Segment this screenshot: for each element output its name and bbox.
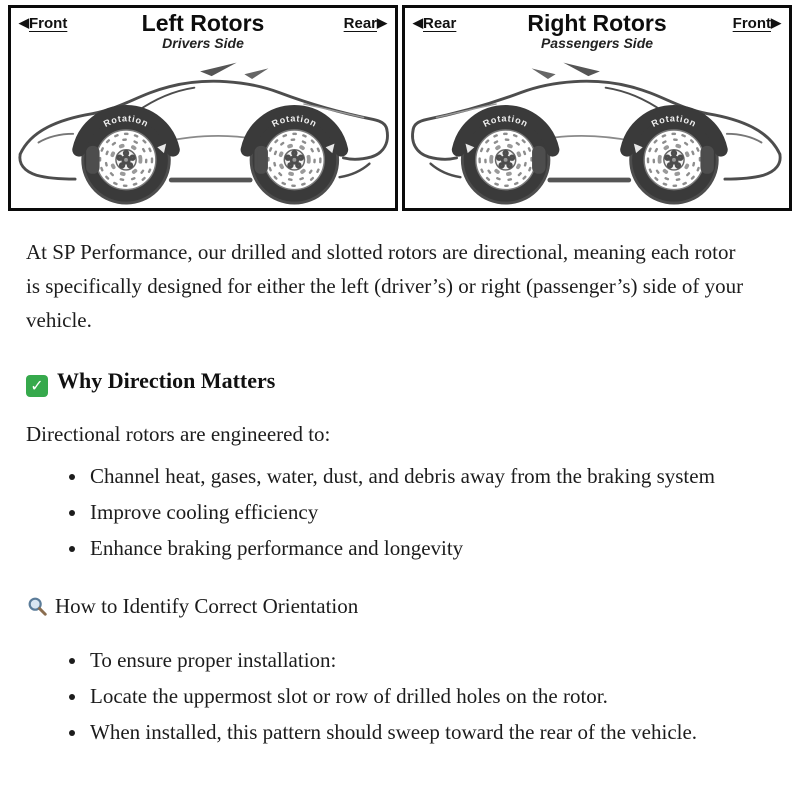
right-car-illustration — [405, 54, 789, 206]
installation-list — [26, 643, 750, 749]
list-item: • Locate the uppermost slot or row of drilled holes on the rotor. — [88, 679, 750, 713]
magnifier-icon — [26, 593, 48, 627]
panel-title: Right Rotors — [527, 10, 667, 36]
left-panel-header — [11, 8, 395, 54]
arrow-right-icon: ▶ — [377, 15, 387, 30]
rear-direction-label: ◀Rear — [413, 15, 457, 32]
heading-text: Why Direction Matters — [57, 368, 276, 394]
front-rotation-label: Rotation — [649, 113, 699, 130]
heading-text: How to Identify Correct Orientation — [55, 593, 359, 618]
arrow-left-icon: ◀ — [413, 15, 423, 30]
left-rotors-panel — [8, 5, 398, 211]
arrow-left-icon: ◀ — [19, 15, 29, 30]
front-direction-label: ◀Front — [19, 15, 68, 32]
arrow-right-icon: ▶ — [771, 15, 781, 30]
article-body — [0, 211, 776, 749]
rear-rotation-label: Rotation — [481, 113, 530, 130]
panel-title: Left Rotors — [141, 10, 265, 36]
benefits-list — [26, 459, 750, 565]
right-panel-header — [405, 8, 789, 54]
left-car-illustration — [11, 54, 395, 206]
list-item: • To ensure proper installation: — [88, 643, 750, 677]
right-rotors-panel — [402, 5, 792, 211]
front-rotation-label: Rotation — [101, 113, 151, 130]
list-item: • Channel heat, gases, water, dust, and debris away from the braking system — [88, 459, 750, 493]
rear-rotation-label: Rotation — [270, 113, 319, 130]
intro-paragraph: At SP Performance, our drilled and slotted rotors are directional, meaning each rotor is specifically designed for either the left (driver’s) or right (passenger’s) side of your vehicle. — [26, 240, 744, 333]
why-direction-matters-heading — [26, 363, 750, 399]
panel-subtitle: Drivers Side — [162, 35, 244, 52]
list-item: • Enhance braking performance and longevity — [88, 531, 750, 565]
list-item: • When installed, this pattern should sweep toward the rear of the vehicle. — [88, 715, 750, 749]
check-icon: ✓ — [26, 375, 48, 397]
list-item: • Improve cooling efficiency — [88, 495, 750, 529]
identify-orientation-heading — [26, 589, 750, 627]
rotor-direction-diagram — [0, 0, 800, 211]
rear-direction-label: Rear▶ — [343, 15, 387, 32]
front-direction-label: Front▶ — [732, 15, 781, 32]
why-lead-paragraph: Directional rotors are engineered to: — [26, 421, 331, 446]
panel-subtitle: Passengers Side — [540, 35, 654, 52]
